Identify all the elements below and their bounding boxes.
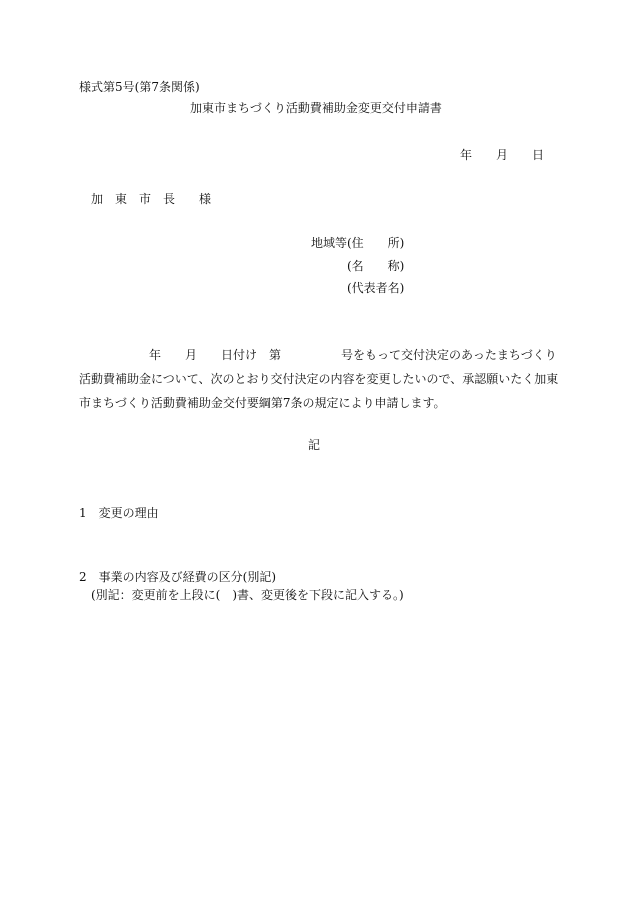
form-number: 様式第5号(第7条関係): [79, 80, 200, 94]
item-change-reason: 1 変更の理由: [79, 506, 159, 520]
body-line-2: 活動費補助金について、次のとおり交付決定の内容を変更したいので、承認願いたく加東: [79, 372, 559, 386]
applicant-representative: (代表者名): [347, 281, 405, 295]
body-line-3: 市まちづくり活動費補助金交付要綱第7条の規定により申請します。: [79, 396, 446, 410]
ki-heading: 記: [308, 438, 321, 452]
document-title: 加東市まちづくり活動費補助金変更交付申請書: [190, 101, 442, 115]
body-line-1: 年 月 日付け 第 号をもって交付決定のあったまちづくり: [149, 348, 557, 362]
addressee: 加 東 市 長 様: [91, 192, 212, 206]
applicant-organization: 地域等(住 所): [311, 236, 405, 250]
item-project-content: 2 事業の内容及び経費の区分(別記): [79, 570, 276, 584]
applicant-name: (名 称): [347, 259, 405, 273]
date-line: 年 月 日: [459, 148, 544, 162]
item-2-note: (別記：変更前を上段に( )書、変更後を下段に記入する。): [91, 588, 404, 602]
